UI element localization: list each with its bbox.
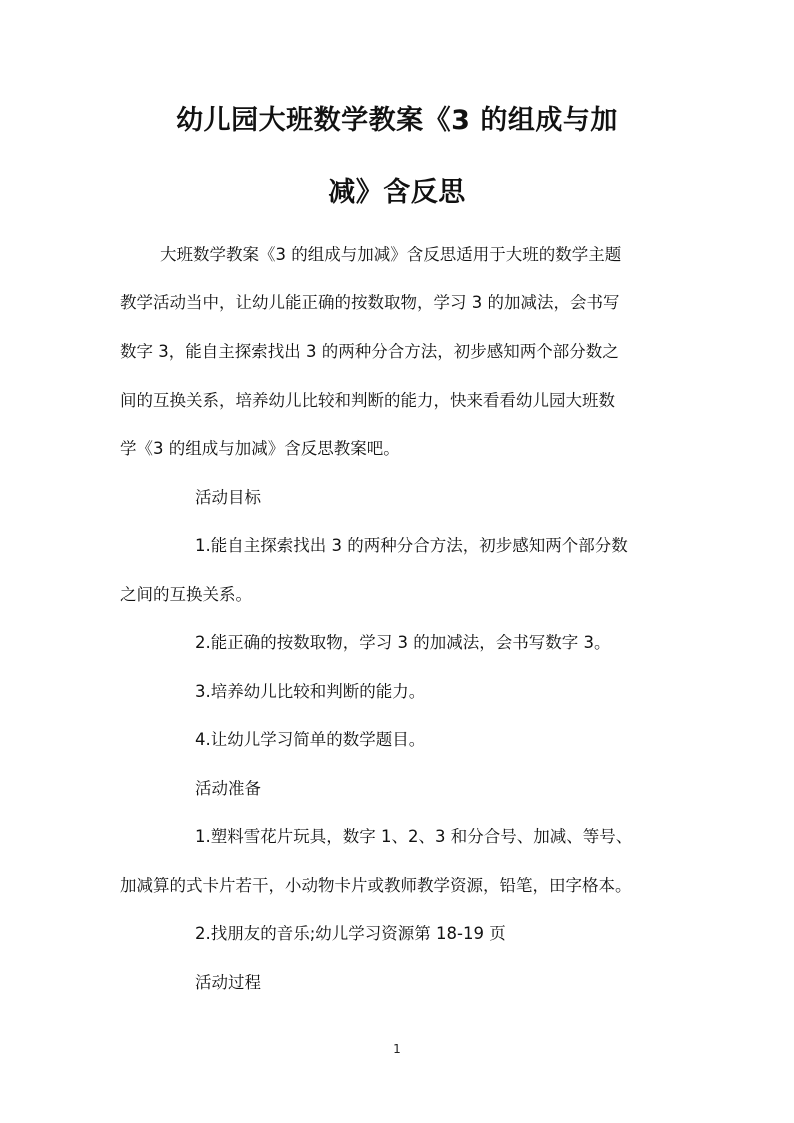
intro-line-5: 学《3 的组成与加减》含反思教案吧。 bbox=[120, 439, 400, 458]
prep-heading: 活动准备 bbox=[195, 779, 261, 798]
goal-4: 4.让幼儿学习简单的数学题目。 bbox=[195, 730, 426, 749]
page-number: 1 bbox=[393, 1042, 401, 1056]
process-heading: 活动过程 bbox=[195, 973, 261, 992]
goals-heading: 活动目标 bbox=[195, 488, 261, 507]
goal-3: 3.培养幼儿比较和判断的能力。 bbox=[195, 682, 426, 701]
prep-2: 2.找朋友的音乐;幼儿学习资源第 18-19 页 bbox=[195, 924, 506, 943]
document-title-line-1: 幼儿园大班数学教案《3 的组成与加 bbox=[176, 105, 618, 136]
intro-line-3: 数字 3，能自主探索找出 3 的两种分合方法，初步感知两个部分数之 bbox=[120, 342, 619, 361]
intro-line-1: 大班数学教案《3 的组成与加减》含反思适用于大班的数学主题 bbox=[160, 245, 622, 264]
prep-1-line-2: 加减算的式卡片若干，小动物卡片或教师教学资源，铅笔，田字格本。 bbox=[120, 876, 632, 895]
goal-1-line-2: 之间的互换关系。 bbox=[120, 585, 252, 604]
intro-line-2: 教学活动当中，让幼儿能正确的按数取物，学习 3 的加减法，会书写 bbox=[120, 293, 620, 312]
prep-1-line-1: 1.塑料雪花片玩具，数字 1、2、3 和分合号、加减、等号、 bbox=[195, 827, 633, 846]
goal-1-line-1: 1.能自主探索找出 3 的两种分合方法，初步感知两个部分数 bbox=[195, 536, 628, 555]
goal-2: 2.能正确的按数取物，学习 3 的加减法，会书写数字 3。 bbox=[195, 633, 611, 652]
intro-line-4: 间的互换关系，培养幼儿比较和判断的能力，快来看看幼儿园大班数 bbox=[120, 391, 615, 410]
document-title-line-2: 减》含反思 bbox=[328, 177, 466, 208]
